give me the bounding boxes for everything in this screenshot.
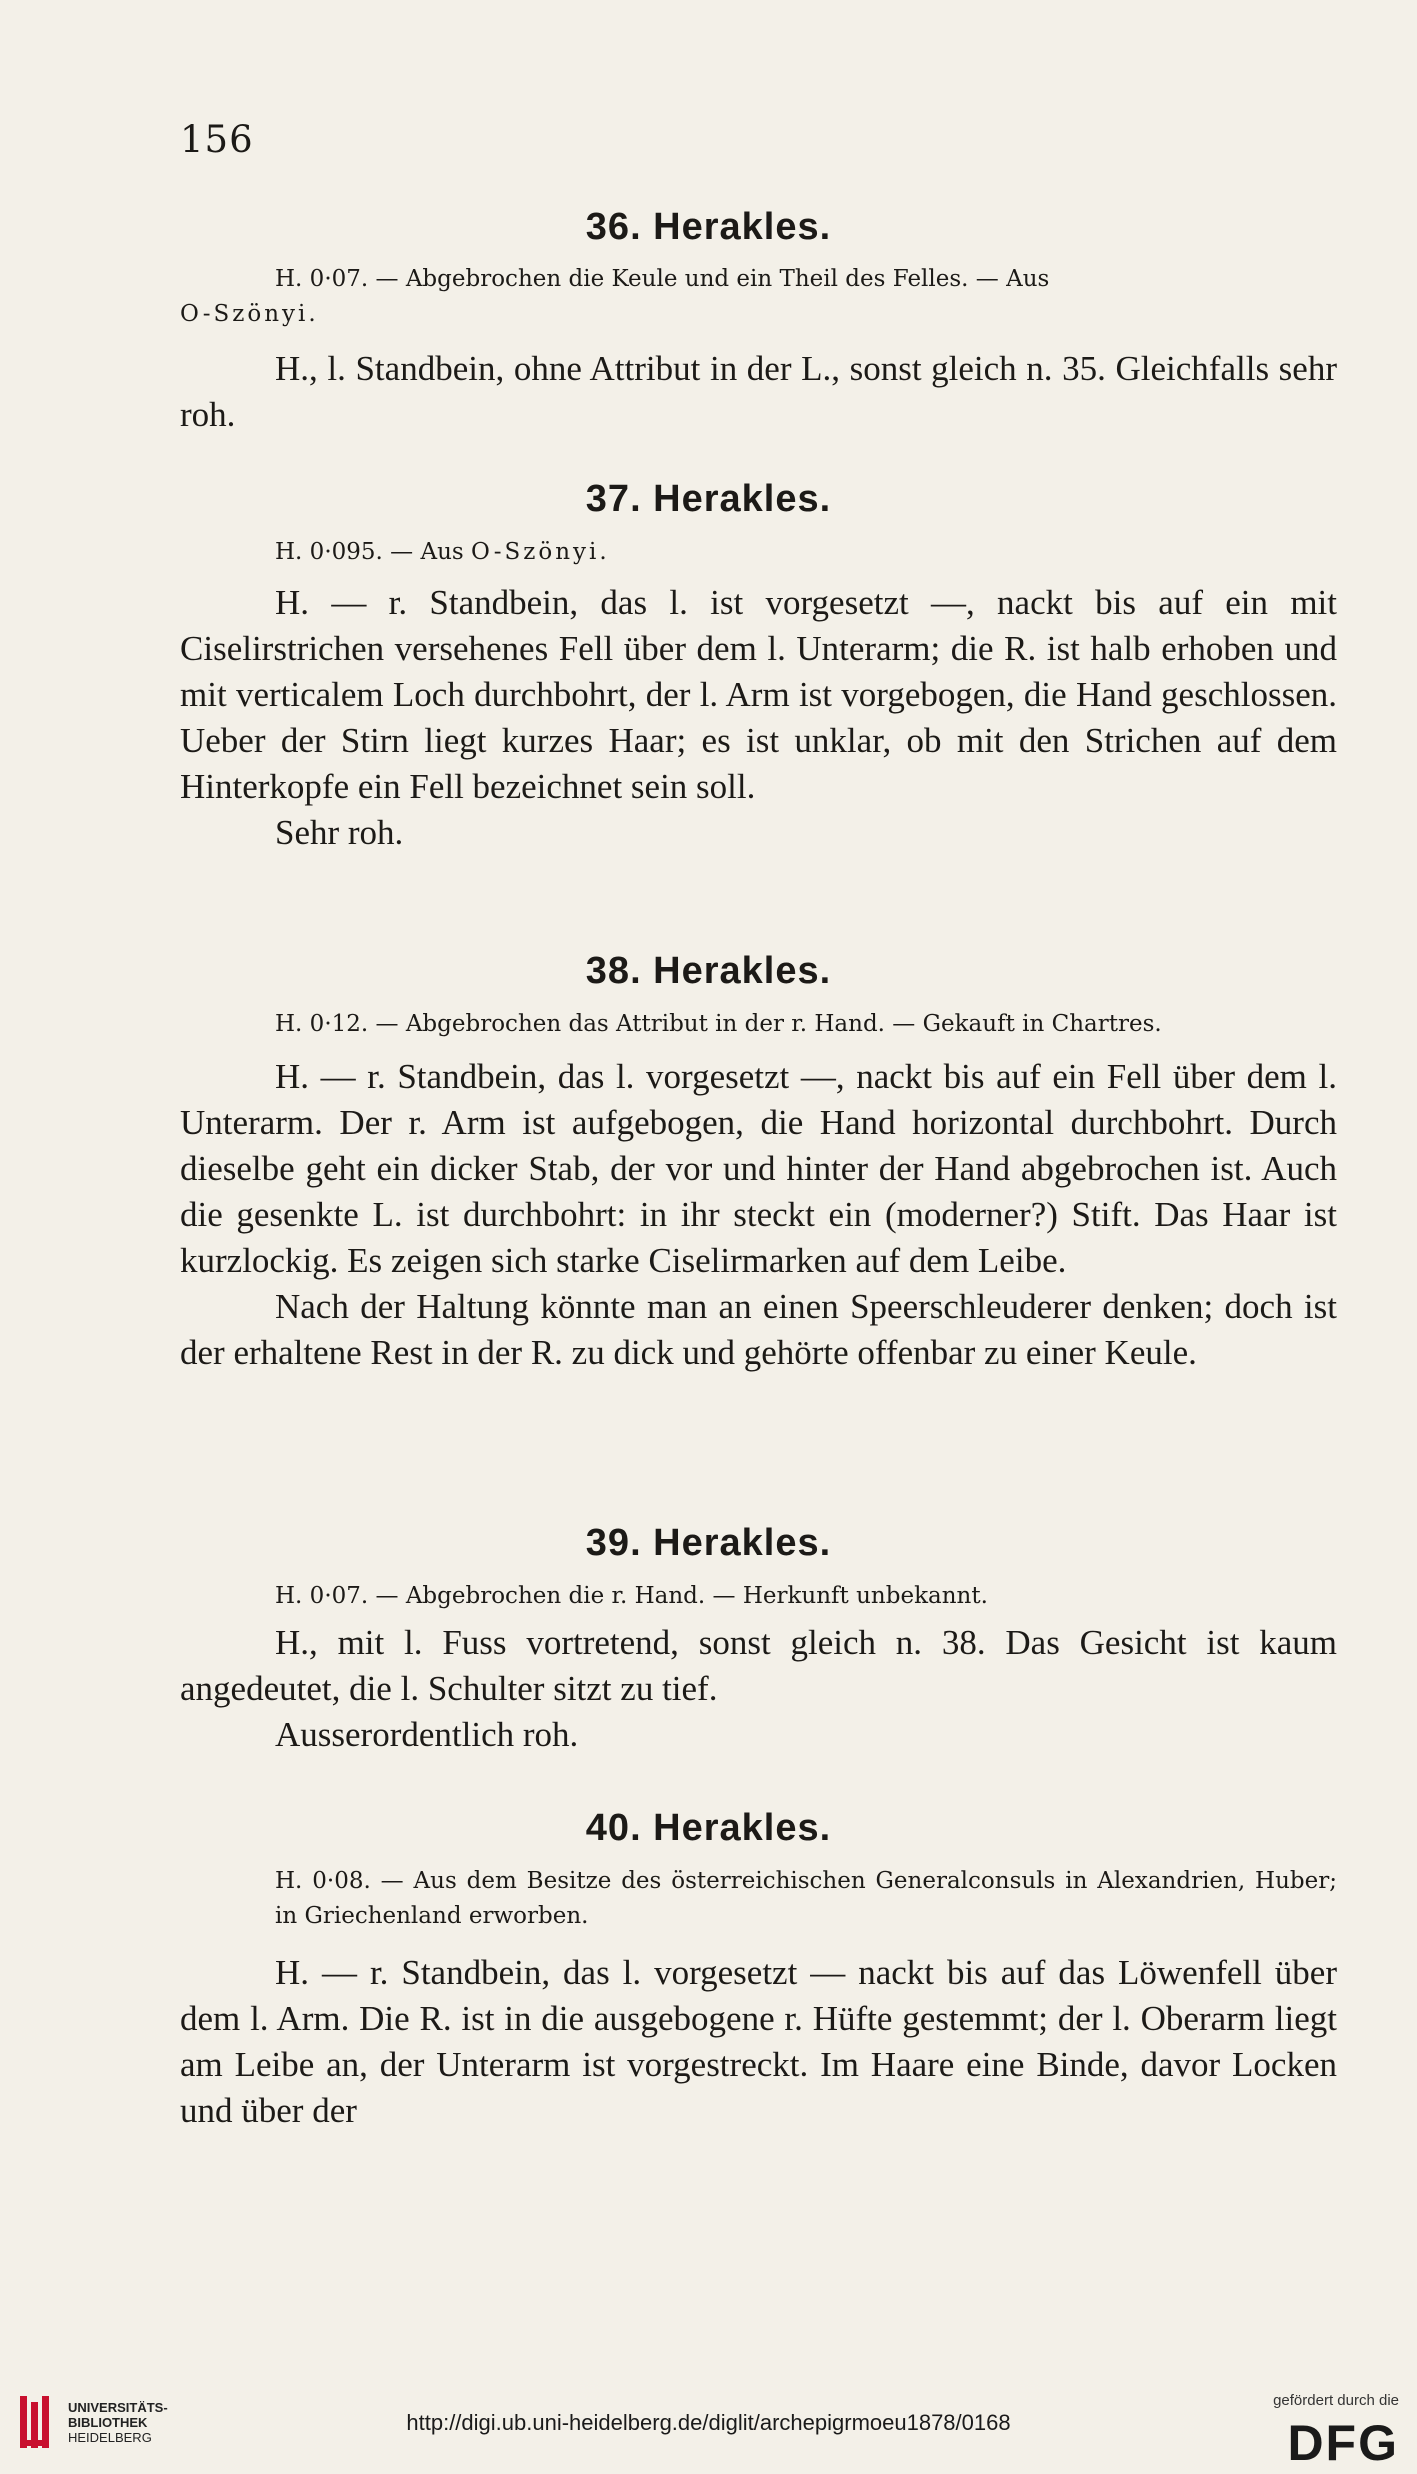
entry-body (180, 1620, 1337, 1758)
entry-meta (180, 1864, 1337, 1934)
entry-heading: 36. Herakles. (585, 206, 832, 248)
entry-paragraph: H., mit l. Fuss vortretend, sonst gleich n. 38. Das Gesicht ist kaum angedeutet, die l. Schulter sitzt zu tief. (180, 1623, 1337, 1708)
entry-meta-line: H. 0·07. — Abgebrochen die r. Hand. — Herkunft unbekannt. (275, 1583, 988, 1609)
entry-heading: 39. Herakles. (585, 1522, 832, 1564)
page-number: 156 (180, 118, 254, 161)
entry-heading: 40. Herakles. (585, 1807, 832, 1849)
entry-meta (180, 262, 1337, 332)
source-url-link[interactable]: http://digi.ub.uni-heidelberg.de/diglit/archepigrmoeu1878/0168 (406, 2410, 1011, 2435)
entry-meta-line: H. 0·07. — Abgebrochen die Keule und ein Theil des Felles. — Aus (275, 266, 1050, 292)
entry-paragraph: Sehr roh. (275, 813, 404, 852)
entry-body (180, 580, 1337, 856)
entry-paragraph: H. — r. Standbein, das l. vorgesetzt —, nackt bis auf ein Fell über dem l. Unterarm. Der r. Arm ist aufgebogen, die Hand horizontal durchbohrt. Durch dieselbe geht ein dicker Stab, der vor und hinter der Hand abgebrochen ist. Auch die gesenkte L. ist durchbohrt: in ihr steckt ein (moderner?) Stift. Das Haar ist kurzlockig. Es zeigen sich starke Ciselirmarken auf dem Leibe. (180, 1057, 1337, 1280)
entry-heading: 38. Herakles. (585, 950, 832, 992)
entry-paragraph: Ausserordentlich roh. (275, 1715, 579, 1754)
entry-meta-line: H. 0·095. — Aus (275, 539, 464, 565)
entry-meta (180, 1007, 1337, 1042)
entry-meta-line: H. 0·12. — Abgebrochen das Attribut in der r. Hand. — Gekauft in Chartres. (275, 1011, 1162, 1037)
entry-provenance: O-Szönyi. (471, 539, 610, 565)
entry-body (180, 1950, 1337, 2134)
dfg-logo: DFG (1287, 2415, 1399, 2471)
entry-meta (180, 535, 1337, 570)
library-name-line: UNIVERSITÄTS- (68, 2400, 168, 2415)
entry-paragraph: H. — r. Standbein, das l. vorgesetzt — nackt bis auf das Löwenfell über dem l. Arm. Die R. ist in die ausgebogene r. Hüfte gestemmt; der l. Oberarm liegt am Leibe an, der Unterarm ist vorgestreckt. Im Haare eine Binde, davor Locken und über der (180, 1953, 1337, 2130)
entry-provenance: O-Szönyi. (180, 301, 319, 327)
entry-paragraph: Nach der Haltung könnte man an einen Speerschleuderer denken; doch ist der erhaltene Rest in der R. zu dick und gehörte offenbar zu einer Keule. (180, 1287, 1337, 1372)
entry-heading: 37. Herakles. (585, 478, 832, 520)
entry-paragraph: H., l. Standbein, ohne Attribut in der L., sonst gleich n. 35. Gleichfalls sehr roh. (180, 349, 1337, 434)
entry-paragraph: H. — r. Standbein, das l. ist vorgesetzt —, nackt bis auf ein mit Ciselirstrichen versehenes Fell über dem l. Unterarm; die R. ist halb erhoben und mit verticalem Loch durchbohrt, der l. Arm ist vorgebogen, die Hand geschlossen. Ueber der Stirn liegt kurzes Haar; es ist unklar, ob mit den Strichen auf dem Hinterkopfe ein Fell bezeichnet sein soll. (180, 583, 1337, 806)
footer (0, 2370, 1417, 2474)
library-name-line: HEIDELBERG (68, 2430, 152, 2445)
entry-body (180, 1054, 1337, 1376)
entry-meta (180, 1579, 1337, 1614)
entry-meta-line: H. 0·08. — Aus dem Besitze des österreichischen Generalconsuls in Alexandrien, Huber; in Griechenland erworben. (275, 1868, 1337, 1929)
funding-label: gefördert durch die (1273, 2392, 1399, 2409)
library-name-line: BIBLIOTHEK (68, 2415, 148, 2430)
entry-body (180, 346, 1337, 438)
